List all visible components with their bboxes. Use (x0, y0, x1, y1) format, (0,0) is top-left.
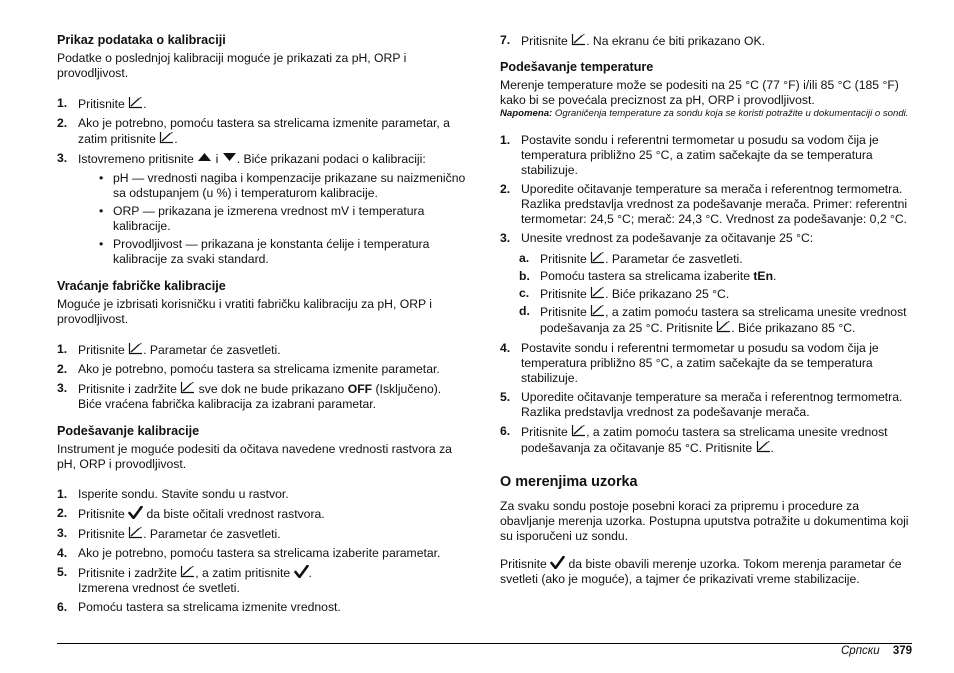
step-item: 2. Ako je potrebno, pomoću tastera sa strelicama izmenite parametar, a zatim pritisnite . (57, 116, 450, 146)
step-item: 3. Istovremeno pritisnite i . Biće prikazani podaci o kalibraciji: • pH — vrednosti nagiba i kompenzacije prikazane su naizmenično sa odstupanjem (u %) i temperaturom kalibracije. • ORP — prikazana je izmerena vrednost mV i temperatura kalibracije. • Provodljivost — prikazana je konstanta ćelije i temperatura kalibracije za svaki standard. (57, 151, 466, 266)
step-item: 1. Isperite sondu. Stavite sondu u rastvor. (57, 487, 289, 501)
calibrate-icon (159, 131, 174, 144)
step-item: 1. Pritisnite . Parametar će zasvetleti. (57, 342, 281, 357)
step-list (57, 96, 467, 267)
checkmark-read-icon (550, 556, 565, 569)
section-intro: Merenje temperature može se podesiti na 25 °C (77 °F) i/ili 85 °C (185 °F) kako bi se povećala preciznost za pH, ORP i provodljivost. (500, 78, 899, 107)
section-intro: Za svaku sondu postoje posebni koraci za pripremu i procedure za obavljanje merenja uzorka. Postupna uputstva potražite u dokumentima koji su isporučeni uz sondu. (500, 499, 909, 543)
step-item: 5. Pritisnite i zadržite , a zatim pritisnite . Izmerena vrednost će svetleti. (57, 565, 312, 595)
calibrate-icon (180, 565, 195, 578)
substep-list (500, 251, 912, 336)
calibrate-icon (590, 251, 605, 264)
section-intro: Instrument je moguće podesiti da očitava navedene vrednosti rastvora za pH, ORP i provodljivost. (57, 442, 452, 471)
section-title: Prikaz podataka o kalibraciji (57, 33, 226, 47)
list-item: • pH — vrednosti nagiba i kompenzacije prikazane su naizmenično sa odstupanjem (u %) i temperaturom kalibracije. (99, 171, 466, 200)
calibrate-icon (128, 96, 143, 109)
step-item: 2. Ako je potrebno, pomoću tastera sa strelicama izmenite parametar. (57, 362, 440, 376)
section-paragraph: Pritisnite da biste obavili merenje uzorka. Tokom merenja parametar će svetleti (ako je moguće), a tajmer će prikazivati vreme stabilizacije. (500, 557, 902, 586)
bullet-list (78, 171, 467, 267)
note: Napomena: Ograničenja temperature za sondu koja se koristi potražite u dokumentaciji o sondi. (500, 108, 909, 119)
step-item: 3. Unesite vrednost za podešavanje za očitavanje 25 °C: (500, 231, 814, 245)
right-column (500, 33, 912, 591)
substep-item: c. Pritisnite . Biće prikazano 25 °C. (519, 286, 730, 301)
step-item: 3. Pritisnite i zadržite sve dok ne bude prikazano OFF (Isključeno). Biće vraćena fabrička kalibracija za izabrani parametar. (57, 381, 442, 411)
arrow-down-icon (222, 151, 237, 164)
step-item: 2. Pritisnite da biste očitali vrednost rastvora. (57, 506, 325, 521)
section-title: O merenjima uzorka (500, 474, 638, 490)
calibrate-icon (590, 286, 605, 299)
calibrate-icon (571, 33, 586, 46)
section-temperature-adjust (500, 60, 912, 456)
section-title: Podešavanje temperature (500, 60, 654, 74)
calibrate-icon (180, 381, 195, 394)
checkmark-read-icon (128, 506, 143, 519)
calibrate-icon (128, 526, 143, 539)
section-calibration-display (57, 33, 467, 267)
calibrate-icon (571, 424, 586, 437)
arrow-up-icon (197, 151, 212, 164)
step-item: 4. Postavite sondu i referentni termometar u posudu sa vodom čija je temperatura približno 85 °C, a zatim sačekajte da se temperatura stabilizuje. (500, 341, 879, 385)
footer-language: Српски (841, 645, 880, 657)
step-list (500, 133, 912, 246)
substep-item: d. Pritisnite , a zatim pomoću tastera sa strelicama unesite vrednost podešavanja za 25 °C. Pritisnite . Biće prikazano 85 °C. (519, 304, 907, 335)
checkmark-read-icon (294, 565, 309, 578)
calibrate-icon (590, 304, 605, 317)
step-item: 6. Pritisnite , a zatim pomoću tastera sa strelicama unesite vrednost podešavanja za očitavanje 85 °C. Pritisnite . (500, 424, 888, 455)
step-list (57, 487, 467, 615)
section-sample-measurement (500, 473, 912, 587)
page-number: 379 (892, 645, 912, 657)
step-item: 6. Pomoću tastera sa strelicama izmenite vrednost. (57, 600, 341, 614)
step-item: 1. Postavite sondu i referentni termometar u posudu sa vodom čija je temperatura približno 25 °C, a zatim sačekajte da se temperatura stabilizuje. (500, 133, 879, 177)
footer-divider (57, 643, 912, 644)
calibrate-icon (756, 440, 771, 453)
step-item: 4. Ako je potrebno, pomoću tastera sa strelicama izaberite parametar. (57, 546, 441, 560)
substep-item: a. Pritisnite . Parametar će zasvetleti. (519, 251, 743, 266)
section-calibration-adjust (57, 424, 467, 615)
left-column (57, 33, 467, 619)
section-title: Podešavanje kalibracije (57, 424, 200, 438)
step-list (57, 342, 467, 412)
step-list (500, 341, 912, 456)
section-factory-calibration (57, 279, 467, 412)
step-item: 5. Uporedite očitavanje temperature sa merača i referentnog termometra. Razlika predstavlja vrednost za podešavanje merača. (500, 390, 903, 419)
calibrate-icon (128, 342, 143, 355)
step-item: 1. Pritisnite . (57, 96, 147, 111)
page-footer (841, 644, 912, 659)
step-item: 2. Uporedite očitavanje temperature sa merača i referentnog termometra. Razlika predstavlja vrednost za podešavanje merača. Primer: referentni termometar: 24,5 °C; merač: 24,3 °C. Vrednost za podešavanje: 0,2 °C. (500, 182, 908, 226)
calibrate-icon (716, 320, 731, 333)
section-intro: Moguće je izbrisati korisničku i vratiti fabričku kalibraciju za pH, ORP i provodljivost. (57, 297, 433, 326)
step-item: 3. Pritisnite . Parametar će zasvetleti. (57, 526, 281, 541)
list-item: • Provodljivost — prikazana je konstanta ćelije i temperatura kalibracije za svaki standard. (99, 237, 430, 266)
step-item: 7. Pritisnite . Na ekranu će biti prikazano OK. (500, 33, 765, 48)
section-intro: Podatke o poslednjoj kalibraciji moguće je prikazati za pH, ORP i provodljivost. (57, 51, 407, 80)
step-list (500, 33, 912, 49)
section-title: Vraćanje fabričke kalibracije (57, 279, 226, 293)
substep-item: b. Pomoću tastera sa strelicama izaberite tEn. (519, 269, 777, 283)
list-item: • ORP — prikazana je izmerena vrednost mV i temperatura kalibracije. (99, 204, 425, 233)
